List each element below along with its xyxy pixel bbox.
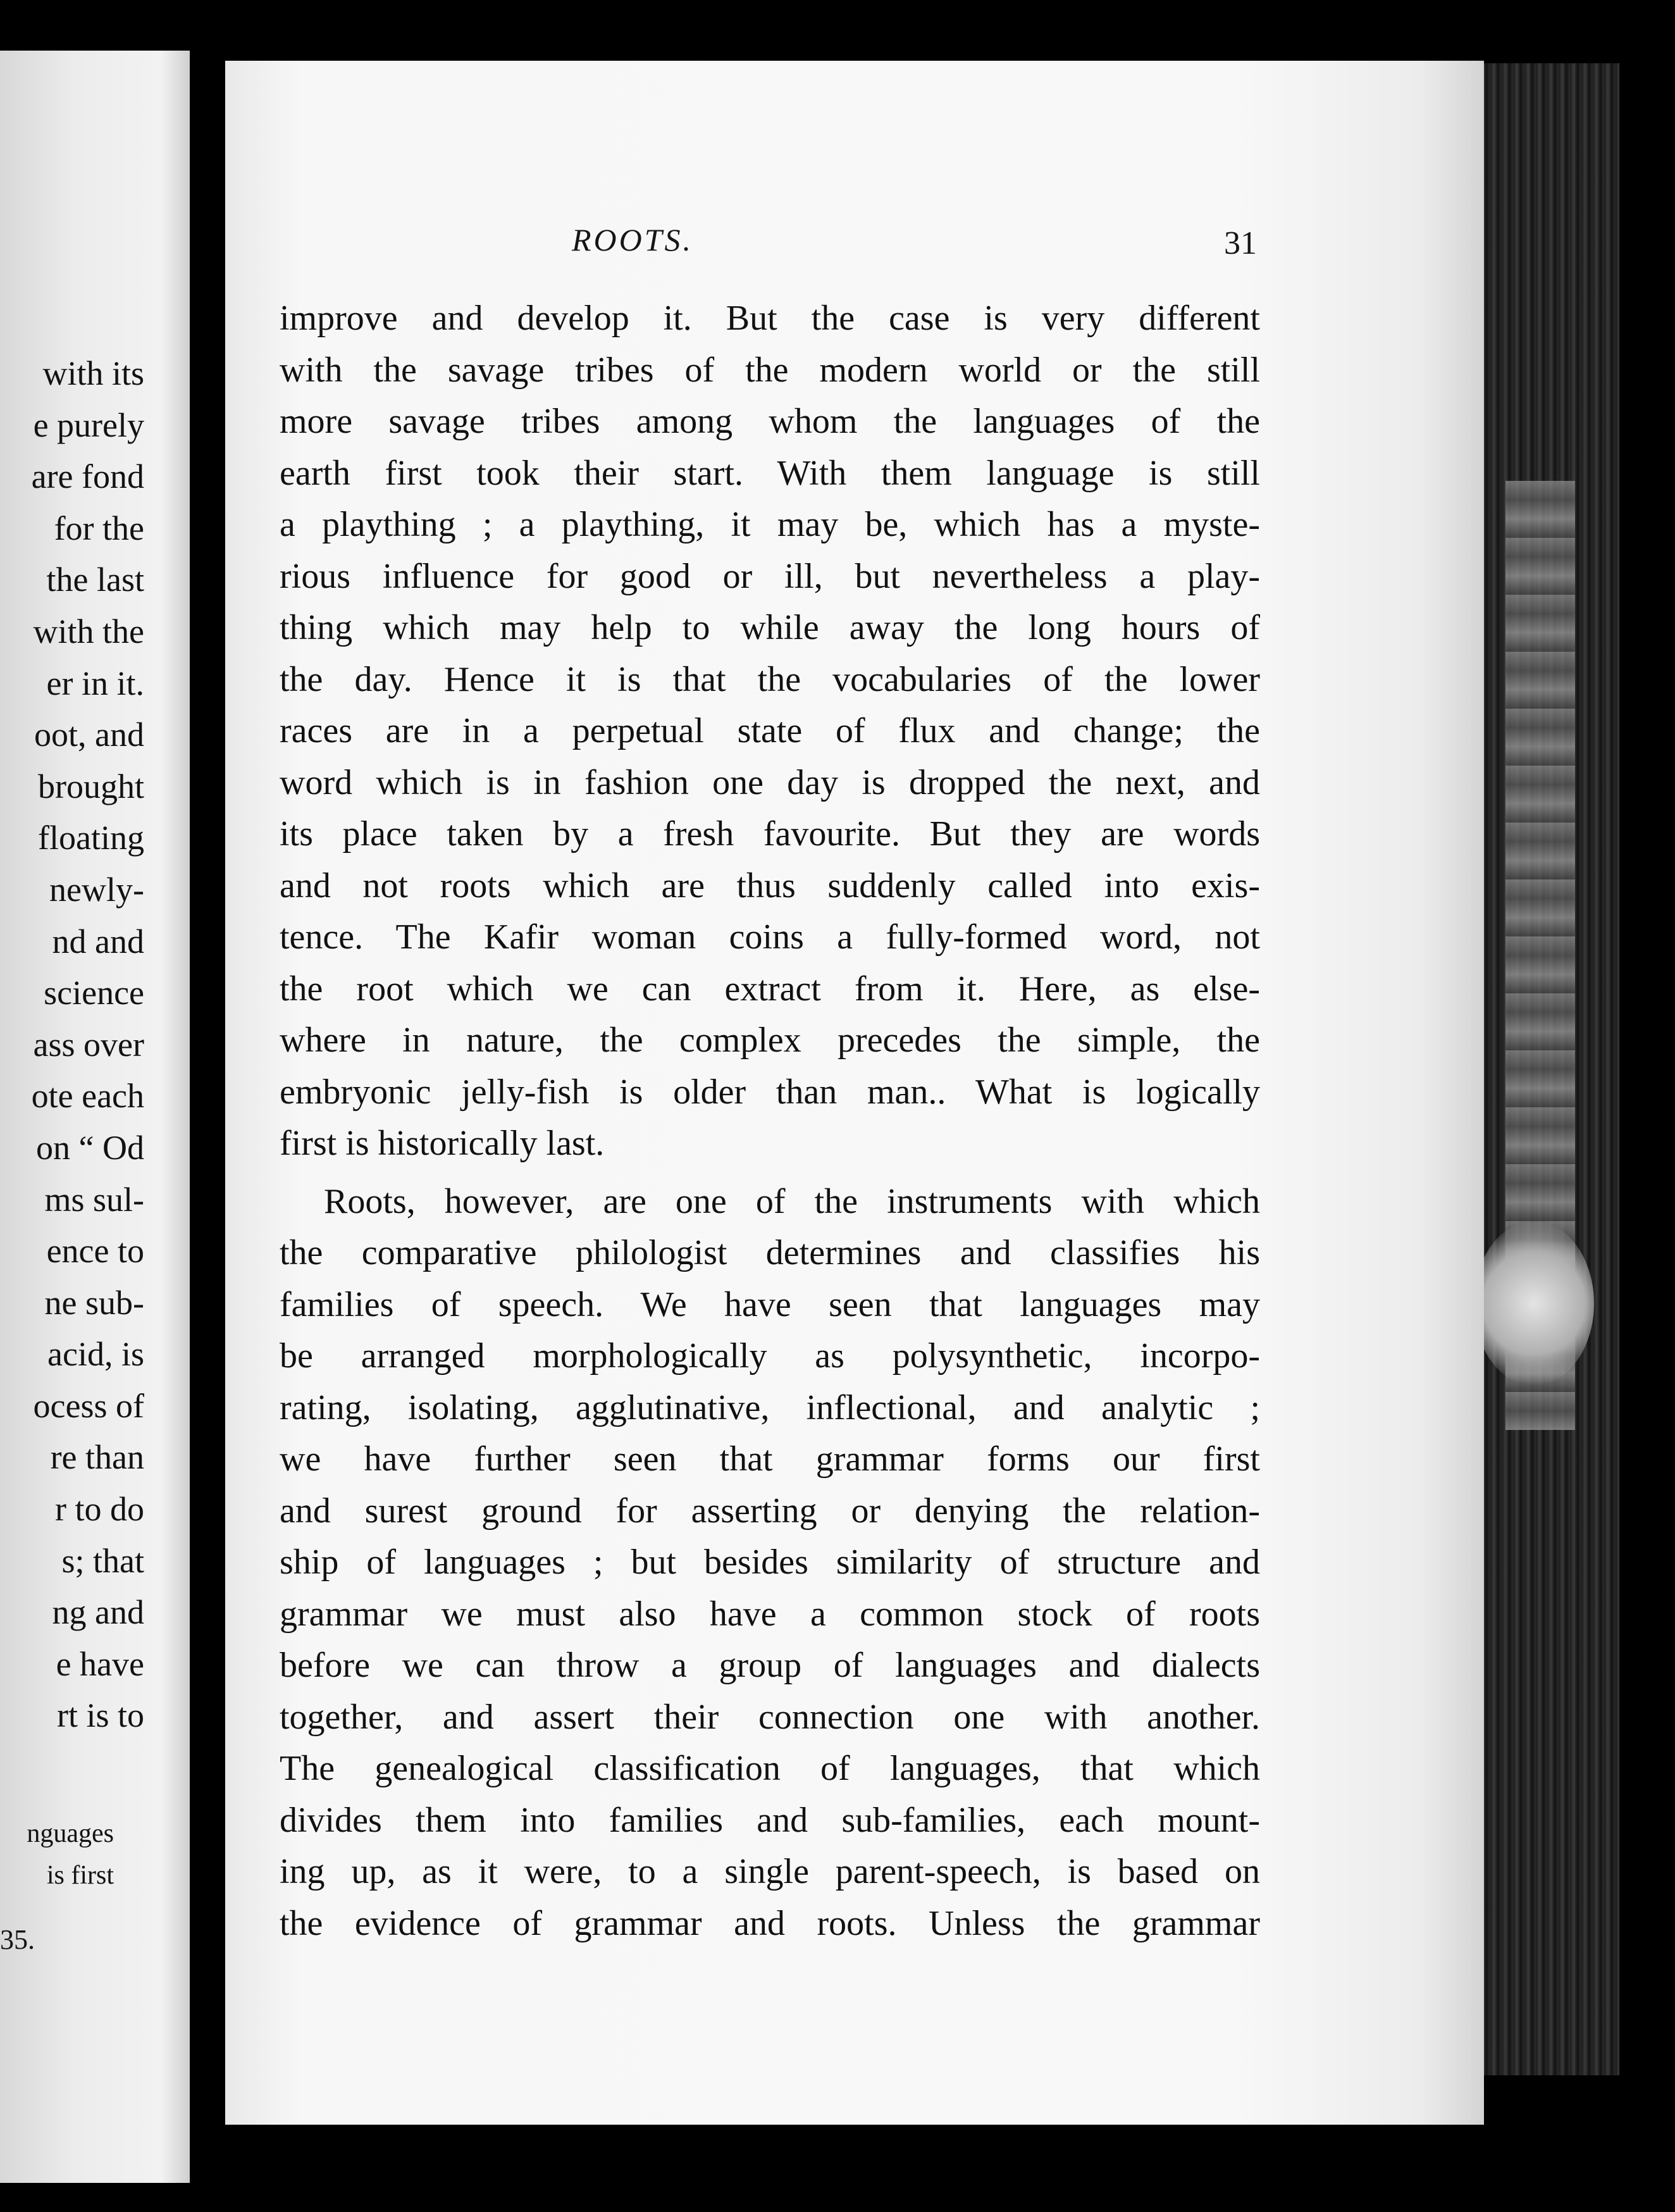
text-line: science xyxy=(44,974,144,1012)
running-title: ROOTS. xyxy=(571,222,694,258)
text-line: first is historically last. xyxy=(280,1124,605,1163)
book-gutter xyxy=(190,51,228,2183)
text-line: e purely xyxy=(33,406,144,444)
text-line: embryonic jelly-fish is older than man.. What is logically xyxy=(280,1072,1260,1112)
text-line: for the xyxy=(54,509,144,547)
text-line: ing up, as it were, to a single parent-speech, is based on xyxy=(280,1852,1260,1891)
body-text xyxy=(280,293,1260,1949)
text-line: rt is to xyxy=(56,1696,144,1735)
text-line: newly- xyxy=(49,870,144,909)
text-line: rating, isolating, agglutinative, inflectional, and analytic ; xyxy=(280,1388,1260,1427)
text-line: ng and xyxy=(52,1593,144,1632)
text-line: ms sul- xyxy=(44,1180,144,1219)
previous-page-number: 35. xyxy=(0,1924,35,1955)
text-line: oot, and xyxy=(34,716,144,754)
text-line: we have further seen that grammar forms our first xyxy=(280,1439,1260,1479)
text-line: nd and xyxy=(52,922,144,960)
text-line: ship of languages ; but besides similarity of structure and xyxy=(280,1543,1260,1582)
text-line: floating xyxy=(38,819,144,857)
footnote-line: nguages xyxy=(27,1819,114,1848)
text-line: tence. The Kafir woman coins a fully-formed word, not xyxy=(280,917,1260,957)
text-line: word which is in fashion one day is dropped the next, and xyxy=(280,762,1260,802)
text-line: and surest ground for asserting or denying the relation- xyxy=(280,1491,1260,1531)
previous-page-fragment xyxy=(0,51,190,2183)
text-line: the evidence of grammar and roots. Unless the grammar xyxy=(280,1903,1260,1943)
text-line: on “ Od xyxy=(36,1128,144,1167)
text-line: divides them into families and sub-families, each mount- xyxy=(280,1800,1260,1840)
text-line: the day. Hence it is that the vocabularies of the lower xyxy=(280,659,1260,699)
text-line: er in it. xyxy=(46,664,144,702)
text-line: earth first took their start. With them language is still xyxy=(280,453,1260,493)
text-line: ence to xyxy=(46,1232,144,1271)
text-line: the last xyxy=(46,561,144,599)
text-line: ass over xyxy=(33,1025,144,1064)
text-line: with the xyxy=(33,612,144,650)
text-line: r to do xyxy=(55,1490,144,1529)
text-line: families of speech. We have seen that languages may xyxy=(280,1284,1260,1324)
text-line: before we can throw a group of languages and dialects xyxy=(280,1646,1260,1685)
previous-page-text xyxy=(0,348,183,1742)
text-line: ote each xyxy=(31,1077,144,1115)
text-line: the root which we can extract from it. Here, as else- xyxy=(280,969,1260,1009)
text-line: are fond xyxy=(31,457,144,496)
text-line: grammar we must also have a common stock of roots xyxy=(280,1594,1260,1634)
text-line: ocess of xyxy=(33,1386,144,1425)
previous-page-footnote xyxy=(0,1813,183,1896)
footnote-line: is first xyxy=(46,1861,114,1890)
text-line: where in nature, the complex precedes the simple, the xyxy=(280,1021,1260,1060)
text-line: s; that xyxy=(61,1541,144,1580)
text-line: acid, is xyxy=(47,1335,144,1374)
text-line: rious influence for good or ill, but nevertheless a play- xyxy=(280,556,1260,596)
text-line: The genealogical classification of languages, that which xyxy=(280,1749,1260,1788)
text-line: with the savage tribes of the modern world or the still xyxy=(280,350,1260,390)
text-line: ne sub- xyxy=(44,1283,144,1322)
text-line: thing which may help to while away the long hours of xyxy=(280,608,1260,647)
text-line: with its xyxy=(42,354,144,392)
text-line: brought xyxy=(38,767,144,805)
text-line: re than xyxy=(50,1438,144,1477)
edge-blot xyxy=(1474,1221,1594,1386)
text-line: e have xyxy=(56,1644,144,1683)
text-line: be arranged morphologically as polysynthetic, incorpo- xyxy=(280,1336,1260,1376)
page-number: 31 xyxy=(1224,225,1257,261)
text-line: together, and assert their connection one with another. xyxy=(280,1697,1260,1737)
text-line: a plaything ; a plaything, it may be, which has a myste- xyxy=(280,505,1260,544)
text-line: its place taken by a fresh favourite. But they are words xyxy=(280,814,1260,854)
text-line: Roots, however, are one of the instruments with which xyxy=(324,1181,1260,1221)
text-line: improve and develop it. But the case is very different xyxy=(280,299,1260,338)
text-line: more savage tribes among whom the languages of the xyxy=(280,402,1260,441)
text-line: the comparative philologist determines and classifies his xyxy=(280,1233,1260,1272)
text-line: and not roots which are thus suddenly called into exis- xyxy=(280,866,1260,905)
text-line: races are in a perpetual state of flux and change; the xyxy=(280,711,1260,750)
